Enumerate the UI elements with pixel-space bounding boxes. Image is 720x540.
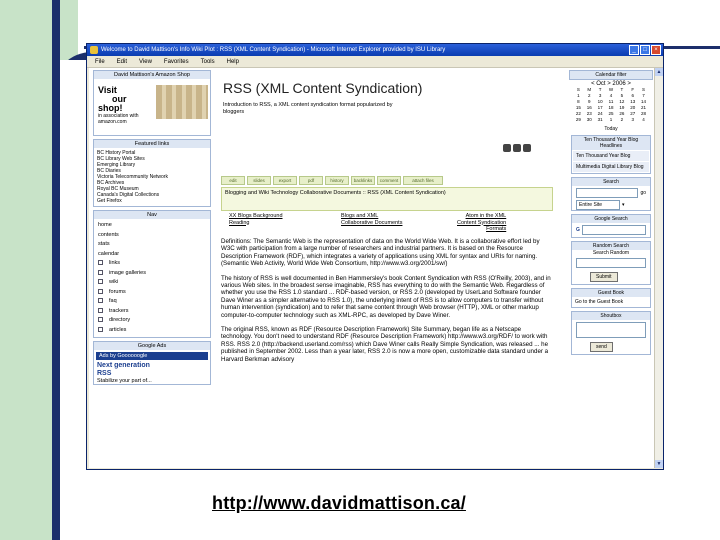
nav-item-trackers[interactable]: trackers [98,307,206,317]
calendar-day[interactable]: 29 [575,117,581,122]
menu-favorites[interactable]: Favorites [163,58,189,65]
calendar-day[interactable]: 26 [619,111,625,116]
page-viewport [89,68,655,468]
article-paragraph: Definitions: The Semantic Web is the representation of data on the World Wide Web. It is a collaborative effort led by W3C with participation from a large number of researchers and industrial partners. It is based on the Resource Description Framework (RDF), which integrates a variety of applications using XML for syntax and URIs for naming. (Semantic Web Activity, World Wide Web Consortium, http://www.w3.org/2001/sw/) [221,238,540,268]
calendar-day[interactable]: 3 [631,117,634,122]
window-title: Welcome to David Mattison's Info Wiki Plot : RSS (XML Content Syndication) - Microsoft Internet Explorer provided by ISU Library [101,47,446,53]
nav-item-directory[interactable]: directory [98,316,206,326]
calendar-day[interactable]: 13 [630,99,636,104]
calendar-day[interactable]: 4 [642,117,645,122]
calendar-day[interactable]: 1 [609,117,613,122]
send-button[interactable]: send [590,342,613,352]
calendar-day[interactable]: 20 [630,105,636,110]
ad-title-line1[interactable]: Next generation [97,362,150,369]
prev-link-2[interactable]: Reading [229,219,250,226]
featured-link[interactable]: Emerging Library [97,162,136,168]
chevron-down-icon[interactable]: ▾ [622,202,625,208]
menu-tools[interactable]: Tools [200,58,215,65]
random-search-heading: Random Search [572,242,650,250]
search-box [571,177,651,211]
nav-item-forums[interactable]: forums [98,288,206,298]
shoutbox-input[interactable] [576,322,646,338]
calendar-day[interactable]: 10 [597,99,603,104]
calendar-weekday: T [620,87,624,92]
blog-headlines-box [571,135,651,174]
calendar-weekday: T [598,87,602,92]
nav-heading: Nav [94,211,210,219]
ads-heading: Google Ads [94,342,210,350]
shoutbox-box [571,311,651,355]
nav-item-stats[interactable]: stats [98,241,110,247]
calendar-day[interactable]: 17 [597,105,603,110]
featured-link[interactable]: BC History Portal [97,150,136,156]
blog-headline-item[interactable]: Multimedia Digital Library Blog [573,162,649,172]
calendar-day[interactable]: 27 [630,111,636,116]
calendar-day[interactable]: 15 [575,105,581,110]
nav-box [93,210,211,338]
calendar-day[interactable]: 16 [586,105,592,110]
scroll-down-icon[interactable]: ▼ [656,461,662,467]
ad-title-line2[interactable]: RSS [97,370,112,377]
print-icon[interactable] [503,144,511,152]
calendar-weekday: M [587,87,592,92]
tab-slides[interactable]: slides [247,176,271,185]
calendar-day[interactable]: 11 [608,99,614,104]
amazon-association: in association with amazon.com [98,113,139,125]
menu-file[interactable]: File [95,58,105,65]
calendar-day[interactable]: 31 [597,117,603,122]
next-link-2[interactable]: Content Syndication [457,219,507,226]
prev-link[interactable]: XX Blogs Background [229,213,283,219]
featured-link[interactable]: Victoria Telecommunity Network [97,174,168,180]
wiki-tabs [221,176,443,185]
tab-history[interactable]: history [325,176,349,185]
ad-text: Stabilize your part of... [97,378,152,384]
up-link-2[interactable]: Collaborative Documents [341,219,403,226]
email-icon[interactable] [513,144,521,152]
menu-help[interactable]: Help [226,58,239,65]
google-search-input[interactable] [582,225,646,235]
calendar-day[interactable]: 28 [641,111,647,116]
calendar-day[interactable]: 18 [608,105,614,110]
submit-button[interactable]: Submit [590,272,618,282]
calendar-day[interactable]: 3 [598,93,602,98]
amazon-shop-box[interactable] [93,70,211,136]
left-column [93,70,211,466]
guest-book-box [571,288,651,308]
calendar-weekday: W [608,87,614,92]
menu-view[interactable]: View [139,58,152,65]
featured-link[interactable]: Get Firefox [97,198,122,204]
calendar-day[interactable]: 21 [641,105,647,110]
calendar-grid [569,87,653,123]
calendar-day[interactable]: 12 [619,99,625,104]
calendar-day[interactable]: 23 [586,111,592,116]
calendar-month[interactable]: < Oct > 2006 > [591,81,631,87]
calendar-day[interactable]: 5 [620,93,624,98]
google-search-box [571,214,651,238]
search-go-button[interactable]: go [640,190,646,196]
article-paragraph: The history of RSS is well documented in Ben Hammersley's book Content Syndication with RSS (O'Reilly, 2003), and in various Web sites. In the broadest sense imaginable, RSS has everything to do with the Semantic Web. Regardless of whether you use the RSS 1.0 standard ... RDF-based version, or RSS 2.0 (developed by UserLand Software founder Dave Winer as a simpler alternative to RSS 1.0), the underlying intent of RSS is to allow computers to transfer without human intervention (syndication) and to refer that same content through Web browser (HTTP), XML or other markup computer-to-computer technology such as XML-RPC, as developed by Dave Winer. [221,274,551,319]
right-column [569,70,653,466]
menu-edit[interactable]: Edit [116,58,128,65]
article-paragraph: The original RSS, known as RDF (Resource Description Framework) Site Summary, began life as a Netscape technology. You don't need to understand RDF (Resource Description Framework) http://www.w3.org/RDF/ to work with RSS. RSS 2.0 (http://backend.userland.com/rss) which Dave Winer calls Really Simple Syndication, was released ... he published in September 2002. Less than a year later, RSS 2.0 is now a more open, customizable data standard under a Harvard Berkman advisory [221,326,549,363]
page-intro: Introduction to RSS, a XML content syndication format popularized by bloggers [223,102,393,115]
calendar-weekday: S [642,87,646,92]
slide-url-caption[interactable]: http://www.davidmattison.ca/ [212,493,466,513]
shoutbox-heading: Shoutbox [572,312,650,320]
calendar-day[interactable]: 25 [608,111,614,116]
our-word: our [112,94,127,104]
search-input[interactable] [576,188,638,198]
blog-headlines-heading: Ten Thousand Year Blog Headlines [572,136,650,150]
nav-item-faq[interactable]: faq [98,297,206,307]
guest-book-heading: Guest Book [572,289,650,297]
random-search-input[interactable] [576,258,646,268]
featured-link[interactable]: BC Diaries [97,168,121,174]
tab-export[interactable]: export [273,176,297,185]
featured-links-box [93,139,211,207]
blog-headline-item[interactable]: Ten Thousand Year Blog [573,151,649,161]
minimize-button[interactable]: _ [629,45,639,55]
nav-item-links[interactable]: links [98,259,206,269]
ie-icon [90,46,98,54]
featured-heading: Featured links [94,140,210,148]
nav-item-contents[interactable]: contents [98,231,119,238]
page-title: RSS (XML Content Syndication) [223,80,423,96]
random-search-sub: Search Random [592,250,630,256]
next-link[interactable]: Atom in the XML [465,213,507,219]
featured-link[interactable]: Royal BC Museum [97,186,139,192]
featured-link[interactable]: Canada's Digital Collections [97,192,160,198]
tab-backlinks[interactable]: backlinks [351,176,375,185]
tab-pdf[interactable]: pdf [299,176,323,185]
main-column [217,70,557,466]
guest-book-link[interactable]: Go to the Guest Book [575,299,624,305]
search-heading: Search [572,178,650,186]
calendar-day[interactable]: 2 [588,93,591,98]
tab-comment[interactable]: comment [377,176,401,185]
vertical-scrollbar[interactable] [654,68,663,468]
google-ads-box [93,341,211,385]
bookshelf-image [156,85,208,119]
calendar-day[interactable]: 4 [609,93,613,98]
random-search-box [571,241,651,285]
calendar-day[interactable]: 24 [597,111,603,116]
featured-link[interactable]: BC Archives [97,180,125,186]
page-action-icons [503,144,543,164]
nav-item-articles[interactable]: articles [98,326,206,336]
next-link-3[interactable]: Formats [486,226,507,232]
nav-item-calendar[interactable]: calendar [98,250,120,257]
calendar-day[interactable]: 22 [575,111,581,116]
featured-link[interactable]: BC Library Web Sites [97,156,145,162]
search-scope-select[interactable]: Entire Site [576,200,620,210]
calendar-day[interactable]: 30 [586,117,592,122]
calendar-day[interactable]: 7 [642,93,645,98]
scroll-up-icon[interactable]: ▲ [656,69,662,75]
maximize-button[interactable]: □ [640,45,650,55]
close-button[interactable]: × [651,45,661,55]
calendar-weekday: S [576,87,580,92]
ads-by-google-label[interactable]: Ads by Goooooogle [96,352,208,360]
menu-bar [87,56,663,68]
calendar-day[interactable]: 8 [577,99,580,104]
tab-attach[interactable]: attach files [403,176,443,185]
structure-navigation [221,213,553,237]
article-body [221,238,553,370]
calendar-heading: Calendar filter [569,70,653,80]
up-link[interactable]: Blogs and XML [341,213,379,219]
calendar-day[interactable]: 9 [588,99,591,104]
visit-word: Visit [98,85,117,95]
calendar-weekday: F [631,87,635,92]
today-link[interactable]: Today [604,126,618,132]
tab-edit[interactable]: edit [221,176,245,185]
pdf-icon[interactable] [523,144,531,152]
google-g-icon: G [576,227,580,233]
nav-item-wiki[interactable]: wiki [98,278,206,288]
window-titlebar [87,44,663,56]
breadcrumb[interactable]: Blogging and Wiki Technology Collaborative Documents :: RSS (XML Content Syndication) [221,187,553,211]
calendar-day[interactable]: 14 [641,99,647,104]
calendar-day[interactable]: 1 [577,93,580,98]
browser-window [86,43,664,470]
visit-shop-text[interactable] [98,86,127,113]
calendar-day[interactable]: 2 [620,117,624,122]
calendar-day[interactable]: 6 [631,93,634,98]
nav-item-home[interactable]: home [98,222,112,228]
calendar-day[interactable]: 19 [619,105,625,110]
shop-heading: David Mattison's Amazon Shop [94,71,210,79]
shop-word: shop! [98,103,123,113]
google-search-heading: Google Search [572,215,650,223]
nav-item-image-galleries[interactable]: image galleries [98,269,206,279]
